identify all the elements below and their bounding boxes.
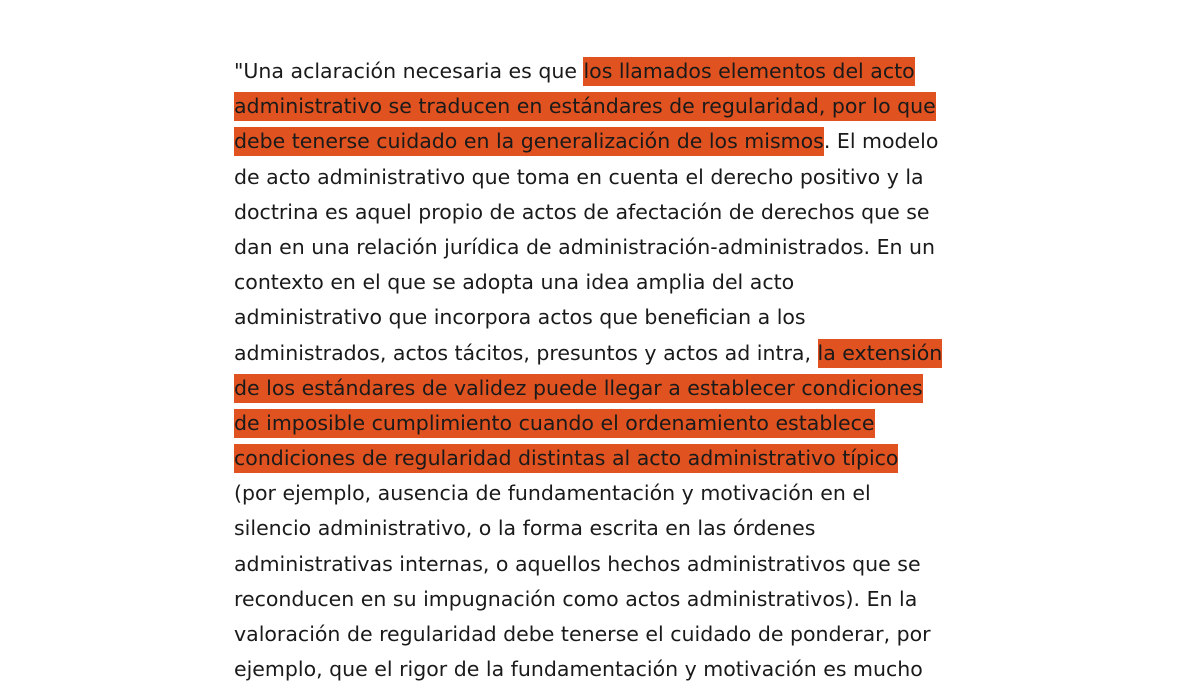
plain-text: de acto administrativo que toma en cuenta el derecho positivo y la [234, 164, 924, 189]
highlighted-text: de imposible cumplimiento cuando el ordenamiento establece [234, 409, 875, 438]
text-line [234, 54, 954, 89]
plain-text: administrados, actos tácitos, presuntos y actos ad intra, [234, 340, 818, 365]
highlighted-text: la extensión [818, 339, 943, 368]
quoted-paragraph [234, 54, 954, 687]
plain-text: silencio administrativo, o la forma escrita en las órdenes [234, 516, 816, 541]
text-line [234, 547, 954, 582]
text-line [234, 371, 954, 406]
text-line [234, 652, 954, 687]
text-line [234, 89, 954, 124]
text-line [234, 441, 954, 476]
text-line [234, 582, 954, 617]
highlighted-text: de los estándares de validez puede llegar a establecer condiciones [234, 374, 923, 403]
highlighted-text: los llamados elementos del acto [583, 57, 914, 86]
text-line [234, 300, 954, 335]
text-line [234, 265, 954, 300]
plain-text: ejemplo, que el rigor de la fundamentación y motivación es mucho [234, 657, 923, 682]
plain-text: "Una aclaración necesaria es que [234, 59, 584, 83]
highlighted-text: debe tenerse cuidado en la generalización de los mismos [234, 127, 824, 156]
text-line [234, 511, 954, 546]
text-line [234, 336, 954, 371]
plain-text: . El modelo [823, 129, 939, 154]
plain-text: administrativas internas, o aquellos hechos administrativos que se [234, 551, 921, 576]
plain-text: valoración de regularidad debe tenerse el cuidado de ponderar, por [234, 622, 931, 646]
text-line [234, 160, 954, 195]
text-line [234, 617, 954, 652]
plain-text: dan en una relación jurídica de administración-administrados. En un [234, 234, 936, 259]
highlighted-text: administrativo se traducen en estándares de regularidad, por lo que [234, 92, 936, 121]
plain-text: reconducen en su impugnación como actos administrativos). En la [234, 586, 918, 611]
highlighted-text: condiciones de regularidad distintas al acto administrativo típico [234, 444, 898, 473]
text-line [234, 230, 954, 265]
text-line [234, 406, 954, 441]
text-line [234, 195, 954, 230]
text-line [234, 124, 954, 159]
text-line [234, 476, 954, 511]
plain-text: contexto en el que se adopta una idea amplia del acto [234, 270, 795, 295]
plain-text: doctrina es aquel propio de actos de afectación de derechos que se [234, 199, 930, 224]
plain-text: (por ejemplo, ausencia de fundamentación y motivación en el [234, 481, 871, 506]
plain-text: administrativo que incorpora actos que benefician a los [234, 305, 806, 330]
